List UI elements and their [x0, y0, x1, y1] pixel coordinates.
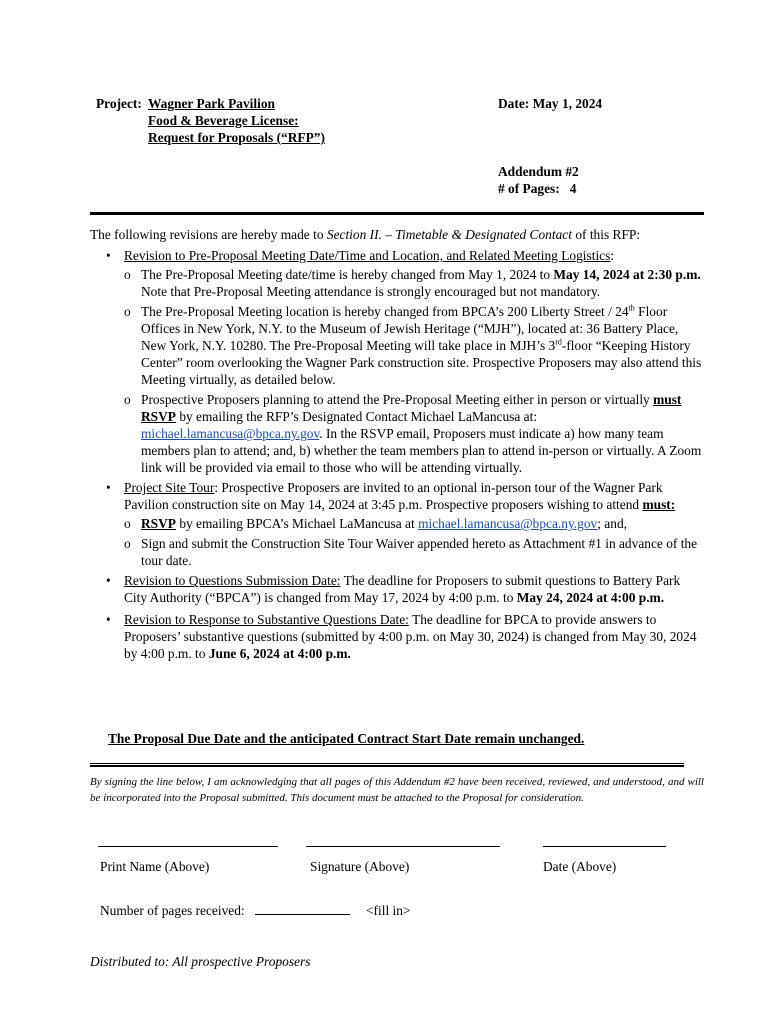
list-item-meeting-rsvp: o Prospective Proposers planning to attend the Pre-Proposal Meeting either in person or virtually must RSVP by emailing the RFP’s Designated Contact Michael LaMancusa at: michael.lamancusa@bpca.ny.gov. In the RSVP email, Proposers must indicate a) how many team members plan to attend; and, b) whether the team members plan to attend in-person or virtually. A Zoom link will be provided via email to those who will be attending virtually.: [124, 392, 702, 475]
email-link[interactable]: michael.lamancusa@bpca.ny.gov: [141, 426, 320, 441]
list-item-meeting-date: o The Pre-Proposal Meeting date/time is hereby changed from May 1, 2024 to May 14, 2024 at 2:30 p.m. Note that Pre-Proposal Meeting attendance is strongly encouraged but not mandatory.: [124, 267, 701, 299]
unchanged-notice: The Proposal Due Date and the anticipated Contract Start Date remain unchanged.: [108, 731, 585, 746]
date-label: Date (Above): [543, 859, 617, 874]
bullet-icon: •: [106, 480, 111, 495]
list-item-site-tour: • Project Site Tour: Prospective Proposers are invited to an optional in-person tour of the Wagner Park Pavilion construction site on May 14, 2024 at 3:45 p.m. Prospective proposers wishing to attend must: o RSVP by emailing BPCA’s Michael LaMancusa at michael.lamancusa@bpca.ny.gov; and, o Sign and submit the Construction Site Tour Waiver appended hereto as Attachment #1 in advance of the tour date.: [90, 479, 706, 569]
email-link[interactable]: michael.lamancusa@bpca.ny.gov: [418, 516, 598, 531]
print-name-label: Print Name (Above): [100, 859, 210, 874]
project-title-block: [148, 95, 325, 146]
intro-text: The following revisions are hereby made to Section II. – Timetable & Designated Contact of this RFP:: [90, 227, 641, 242]
pages-received-label: Number of pages received:: [100, 903, 245, 918]
header-divider: [90, 212, 704, 215]
list-item-tour-waiver: o Sign and submit the Construction Site Tour Waiver appended hereto as Attachment #1 in advance of the tour date.: [124, 536, 698, 568]
bullet-icon: •: [106, 612, 111, 627]
project-label: Project:: [96, 96, 142, 111]
pages-received-line[interactable]: [255, 914, 350, 915]
acknowledgement-divider: [90, 763, 684, 767]
sub-bullet-icon: o: [124, 392, 131, 407]
project-subtitle: Food & Beverage License:: [148, 113, 299, 128]
sub-bullet-icon: o: [124, 516, 131, 531]
revisions-list: [90, 247, 706, 662]
signature-label: Signature (Above): [310, 859, 410, 874]
list-item-meeting-location: o The Pre-Proposal Meeting location is hereby changed from BPCA’s 200 Liberty Street / 24th Floor Offices in New York, N.Y. to the Museum of Jewish Heritage (“MJH”), located at: 36 Battery Place, New York, N.Y. 10280. The Pre-Proposal Meeting will take place in MJH’s 3rd-floor “Keeping History Center” room overlooking the Wagner Park construction site. Prospective Proposers may also attend this Meeting virtually, as detailed below.: [124, 303, 702, 387]
list-item-responses-date: • Revision to Response to Substantive Questions Date: The deadline for BPCA to provide answers to Proposers’ substantive questions (submitted by 4:00 p.m. on May 30, 2024) is changed from May 30, 2024 by 4:00 p.m. to June 6, 2024 at 4:00 p.m.: [106, 612, 697, 661]
fill-in-placeholder: <fill in>: [366, 903, 411, 918]
sub-bullet-icon: o: [124, 267, 131, 282]
bullet-icon: •: [106, 573, 111, 588]
addendum-number: Addendum #2: [498, 164, 579, 179]
list-item-meeting-revision: • Revision to Pre-Proposal Meeting Date/Time and Location, and Related Meeting Logistics: o The Pre-Proposal Meeting date/time is hereby changed from May 1, 2024 to May 14, 2024 at 2:30 p.m. Note that Pre-Proposal Meeting attendance is strongly encouraged but not mandatory. o The Pre-Proposal Meeting location is hereby changed from BPCA’s 200 Liberty Street / 24th Floor Offices in New York, N.Y. to the Museum of Jewish Heritage (“MJH”), located at: 36 Battery Place, New York, N.Y. 10280. The Pre-Proposal Meeting will take place in MJH’s 3rd-floor “Keeping History Center” room overlooking the Wagner Park construction site. Prospective Proposers may also attend this Meeting virtually, as detailed below. o Prospective Proposers planning to attend the Pre-Proposal Meeting either in person or virtually must RSVP by emailing the RFP’s Designated Contact Michael LaMancusa at: michael.lamancusa@bpca.ny.gov. In the RSVP email, Proposers must indicate a) how many team members plan to attend; and, b) whether the team members plan to attend in-person or virtually. A Zoom link will be provided via email to those who will be attending virtually.: [90, 247, 706, 476]
list-item-questions-date: • Revision to Questions Submission Date: The deadline for Proposers to submit questions to Battery Park City Authority (“BPCA”) is changed from May 17, 2024 by 4:00 p.m. to May 24, 2024 at 4:00 p.m.: [106, 573, 681, 605]
sub-bullet-icon: o: [124, 536, 131, 551]
distribution-note: Distributed to: All prospective Proposers: [90, 954, 311, 969]
print-name-line[interactable]: [98, 846, 278, 847]
date-line[interactable]: [543, 846, 666, 847]
sub-bullet-icon: o: [124, 304, 131, 319]
project-rfp: Request for Proposals (“RFP”): [148, 130, 325, 145]
acknowledgement-text: By signing the line below, I am acknowledging that all pages of this Addendum #2 have been received, reviewed, and understood, and will be incorporated into the Proposal submitted. This document must be attached to the Proposal for consideration.: [90, 776, 704, 804]
bullet-icon: •: [106, 248, 111, 263]
page-count: # of Pages: 4: [498, 181, 577, 196]
signature-line[interactable]: [306, 846, 500, 847]
list-item-tour-rsvp: o RSVP by emailing BPCA’s Michael LaMancusa at michael.lamancusa@bpca.ny.gov; and,: [124, 516, 627, 531]
document-date: Date: May 1, 2024: [498, 96, 603, 111]
project-name: Wagner Park Pavilion: [148, 96, 275, 111]
